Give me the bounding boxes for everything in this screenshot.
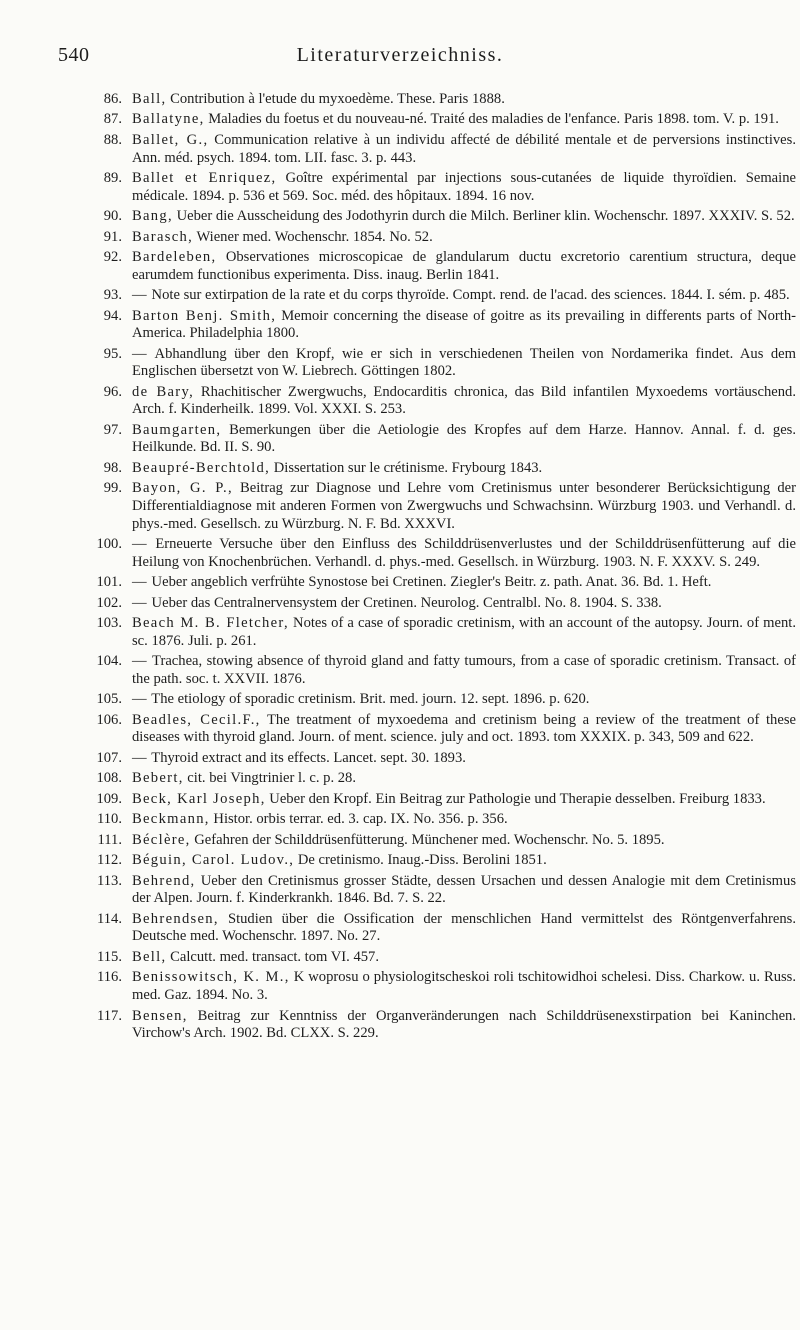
reference-entry: [90, 595, 796, 613]
reference-entry: [90, 91, 796, 109]
reference-entry: [90, 132, 796, 167]
reference-author: Ball,: [132, 91, 167, 107]
reference-entry: [90, 111, 796, 129]
reference-author: —: [132, 287, 148, 304]
reference-author: Bebert,: [132, 770, 184, 787]
reference-text: Histor. orbis terrar. ed. 3. cap. IX. No. 356. p. 356.: [209, 811, 508, 828]
reference-entry: [90, 480, 796, 533]
reference-text: Studien über die Ossification der menschlichen Hand vermittelst des Röntgenverfahrens. Deutsche med. Wochenschr. 1897. No. 27.: [132, 910, 796, 945]
reference-author: —: [132, 536, 148, 553]
reference-entry: [90, 949, 796, 967]
reference-entry: [90, 811, 796, 829]
reference-number: 114.: [97, 910, 122, 927]
reference-entry: [90, 422, 796, 457]
reference-text: Abhandlung über den Kropf, wie er sich in verschiedenen Theilen von Nordamerika findet. Aus dem Englischen übersetzt von W. Liebrech. Göttingen 1802.: [132, 345, 796, 380]
reference-entry: [90, 969, 796, 1004]
reference-text: The treatment of myxoedema and cretinism being a review of the treatment of these diseases with thyroid gland. Journ. of ment. science. july and oct. 1893. tom XXXIX. p. 343, 509 and 622.: [132, 711, 796, 746]
reference-entry: [90, 384, 796, 419]
reference-number: 90.: [103, 208, 122, 225]
reference-number: 113.: [97, 872, 122, 889]
reference-author: Béguin, Carol. Ludov.,: [132, 852, 295, 869]
reference-text: Memoir concerning the disease of goitre as its prevailing in differents parts of North-America. Philadelphia 1800.: [132, 307, 796, 342]
reference-text: Observationes microscopicae de glandularum ductu excretorio carentium structura, deque earumdem functionibus experimenta. Diss. inaug. Berlin 1841.: [132, 249, 796, 283]
reference-text: Rhachitischer Zwergwuchs, Endocarditis chronica, das Bild infantilen Myxoedems vortäuschend. Arch. f. Kinderheilk. 1899. Vol. XXXI. S. 253.: [132, 383, 796, 418]
page-header: [0, 44, 800, 68]
reference-entry: [90, 712, 796, 747]
reference-text: Dissertation sur le crétinisme. Frybourg 1843.: [270, 459, 543, 476]
reference-entry: [90, 208, 796, 226]
reference-author: Barton Benj. Smith,: [132, 307, 277, 324]
reference-number: 100.: [96, 536, 122, 553]
reference-entry: [90, 1008, 796, 1043]
reference-entry: [90, 346, 796, 381]
running-title: Literaturverzeichniss.: [296, 44, 504, 66]
reference-author: Bell,: [132, 948, 167, 965]
reference-text: Bemerkungen über die Aetiologie des Kropfes auf dem Harze. Hannov. Annal. f. d. ges. Heilkunde. Bd. II. S. 90.: [132, 421, 796, 456]
reference-entry: [90, 229, 796, 247]
reference-number: 109.: [96, 790, 122, 807]
reference-author: Behrend,: [132, 872, 196, 889]
reference-number: 103.: [96, 615, 122, 632]
reference-author: —: [132, 691, 148, 708]
reference-number: 106.: [96, 711, 122, 728]
reference-number: 111.: [97, 831, 122, 848]
reference-entry: [90, 170, 796, 205]
reference-text: Note sur extirpation de la rate et du corps thyroïde. Compt. rend. de l'acad. des sciences. 1844. I. sém. p. 485.: [147, 287, 790, 304]
reference-author: —: [132, 574, 148, 591]
reference-text: Ueber das Centralnervensystem der Cretinen. Neurolog. Centralbl. No. 8. 1904. S. 338.: [147, 594, 662, 611]
reference-author: Beckmann,: [132, 811, 210, 828]
reference-number: 110.: [97, 811, 122, 828]
reference-entry: [90, 287, 796, 305]
reference-entry: [90, 873, 796, 908]
reference-text: Beitrag zur Kenntniss der Organveränderungen nach Schilddrüsenexstirpation bei Kaninchen. Virchow's Arch. 1902. Bd. CLXX. S. 229.: [132, 1007, 796, 1042]
reference-text: Trachea, stowing absence of thyroid gland and fatty tumours, from a case of sporadic cretinism. Transact. of the path. soc. t. XXVII. 1876.: [132, 653, 796, 687]
reference-number: 99.: [103, 480, 122, 497]
reference-author: Baumgarten,: [132, 421, 222, 438]
reference-text: K woprosu o physiologitscheskoi roli tschitowidhoi schelesi. Diss. Charkow. u. Russ. med. Gaz. 1894. No. 3.: [132, 969, 796, 1004]
reference-number: 104.: [96, 653, 122, 670]
reference-author: Ballet et Enriquez,: [132, 170, 277, 187]
reference-text: Communication relative à un individu affecté de débilité mentale et de perversions instinctives. Ann. méd. psych. 1894. tom. LII. fasc. 3. p. 443.: [132, 131, 796, 166]
reference-entry: [90, 852, 796, 870]
reference-entry: [90, 249, 796, 284]
reference-text: Maladies du foetus et du nouveau-né. Traité des maladies de l'enfance. Paris 1898. tom. V. p. 191.: [204, 111, 779, 128]
reference-text: Notes of a case of sporadic cretinism, with an account of the autopsy. Journ. of ment. sc. 1876. Juli. p. 261.: [132, 615, 797, 649]
reference-text: Thyroid extract and its effects. Lancet. sept. 30. 1893.: [147, 749, 466, 766]
page-number: 540: [58, 44, 90, 66]
reference-entry: [90, 791, 796, 809]
reference-text: The etiology of sporadic cretinism. Brit. med. journ. 12. sept. 1896. p. 620.: [147, 691, 590, 708]
reference-number: 91.: [103, 228, 122, 245]
reference-number: 115.: [97, 948, 122, 965]
reference-number: 95.: [103, 345, 122, 362]
reference-number: 96.: [103, 383, 122, 400]
reference-author: Barasch,: [132, 228, 194, 245]
reference-number: 92.: [103, 249, 122, 266]
reference-entry: [90, 308, 796, 343]
reference-number: 102.: [96, 594, 122, 611]
reference-author: Bensen,: [132, 1007, 188, 1024]
reference-number: 105.: [96, 691, 122, 708]
reference-text: cit. bei Vingtrinier l. c. p. 28.: [183, 770, 356, 787]
reference-text: Erneuerte Versuche über den Einfluss des Schilddrüsenverlustes und der Schilddrüsenfütterung auf die Heilung von Knochenbrüchen. Verhandl. d. phys.-med. Gesellsch. in Würzburg. 1903. N. F. XXXV. S. 249.: [132, 536, 796, 570]
reference-entry: [90, 911, 796, 946]
reference-text: Beitrag zur Diagnose und Lehre vom Cretinismus unter besonderer Berücksichtigung der Differentialdiagnose mit anderen Formen von Zwergwuchs und Schwachsinn. Würzburg 1903. und Verhandl. d. phys.-med. Gesellsch. zu Würzburg. N. F. Bd. XXXVI.: [132, 480, 796, 532]
reference-number: 87.: [103, 111, 122, 128]
reference-entry: [90, 460, 796, 478]
reference-number: 88.: [103, 131, 122, 148]
reference-author: Bardeleben,: [132, 249, 217, 266]
reference-entry: [90, 574, 796, 592]
reference-author: —: [132, 749, 148, 766]
reference-text: Ueber den Kropf. Ein Beitrag zur Pathologie und Therapie desselben. Freiburg 1833.: [265, 790, 766, 807]
reference-entry: [90, 832, 796, 850]
reference-author: Beaupré-Berchtold,: [132, 459, 271, 476]
reference-author: de Bary,: [132, 383, 195, 400]
reference-text: Contribution à l'etude du myxoedème. These. Paris 1888.: [166, 91, 505, 107]
reference-author: Beck, Karl Joseph,: [132, 790, 266, 807]
reference-number: 93.: [103, 287, 122, 304]
reference-author: Beach M. B. Fletcher,: [132, 615, 289, 632]
reference-author: Ballet, G.,: [132, 131, 209, 148]
reference-entry: [90, 770, 796, 788]
reference-list: [90, 91, 796, 1046]
reference-entry: [90, 536, 796, 571]
reference-number: 94.: [103, 307, 122, 324]
reference-author: —: [132, 345, 148, 362]
reference-entry: [90, 653, 796, 688]
reference-text: Wiener med. Wochenschr. 1854. No. 52.: [193, 228, 433, 245]
reference-text: De cretinismo. Inaug.-Diss. Berolini 1851.: [294, 852, 547, 869]
reference-number: 108.: [96, 770, 122, 787]
reference-number: 101.: [96, 574, 122, 591]
reference-text: Ueber den Cretinismus grosser Städte, dessen Ursachen und dessen Analogie mit dem Cretinismus der Alpen. Journ. f. Kinderkrankh. 1846. Bd. 7. S. 22.: [132, 872, 796, 907]
reference-number: 116.: [97, 969, 122, 986]
reference-author: Behrendsen,: [132, 910, 219, 927]
reference-entry: [90, 691, 796, 709]
reference-author: Bang,: [132, 208, 173, 225]
reference-author: Beadles, Cecil.F.,: [132, 711, 261, 728]
reference-author: —: [132, 594, 148, 611]
reference-number: 97.: [103, 421, 122, 438]
reference-entry: [90, 750, 796, 768]
reference-author: Béclère,: [132, 831, 191, 848]
reference-author: Benissowitsch, K. M.,: [132, 969, 290, 986]
reference-text: Ueber die Ausscheidung des Jodothyrin durch die Milch. Berliner klin. Wochenschr. 1897. XXXIV. S. 52.: [172, 208, 795, 225]
reference-number: 117.: [97, 1007, 122, 1024]
reference-entry: [90, 615, 796, 650]
reference-text: Calcutt. med. transact. tom VI. 457.: [166, 948, 379, 965]
reference-author: Ballatyne,: [132, 111, 205, 128]
reference-number: 107.: [96, 749, 122, 766]
reference-author: —: [132, 653, 148, 670]
reference-text: Ueber angeblich verfrühte Synostose bei Cretinen. Ziegler's Beitr. z. path. Anat. 36. Bd. 1. Heft.: [147, 574, 712, 591]
reference-number: 112.: [97, 852, 122, 869]
reference-number: 89.: [103, 170, 122, 187]
reference-number: 98.: [103, 459, 122, 476]
reference-number: 86.: [103, 91, 122, 107]
reference-text: Gefahren der Schilddrüsenfütterung. Münchener med. Wochenschr. No. 5. 1895.: [190, 831, 665, 848]
reference-author: Bayon, G. P.,: [132, 480, 233, 497]
reference-text: Goître expérimental par injections sous-cutanées de liquide thyroïdien. Semaine médicale. 1894. p. 536 et 569. Soc. méd. des hôpitaux. 1894. 16 nov.: [132, 170, 796, 204]
